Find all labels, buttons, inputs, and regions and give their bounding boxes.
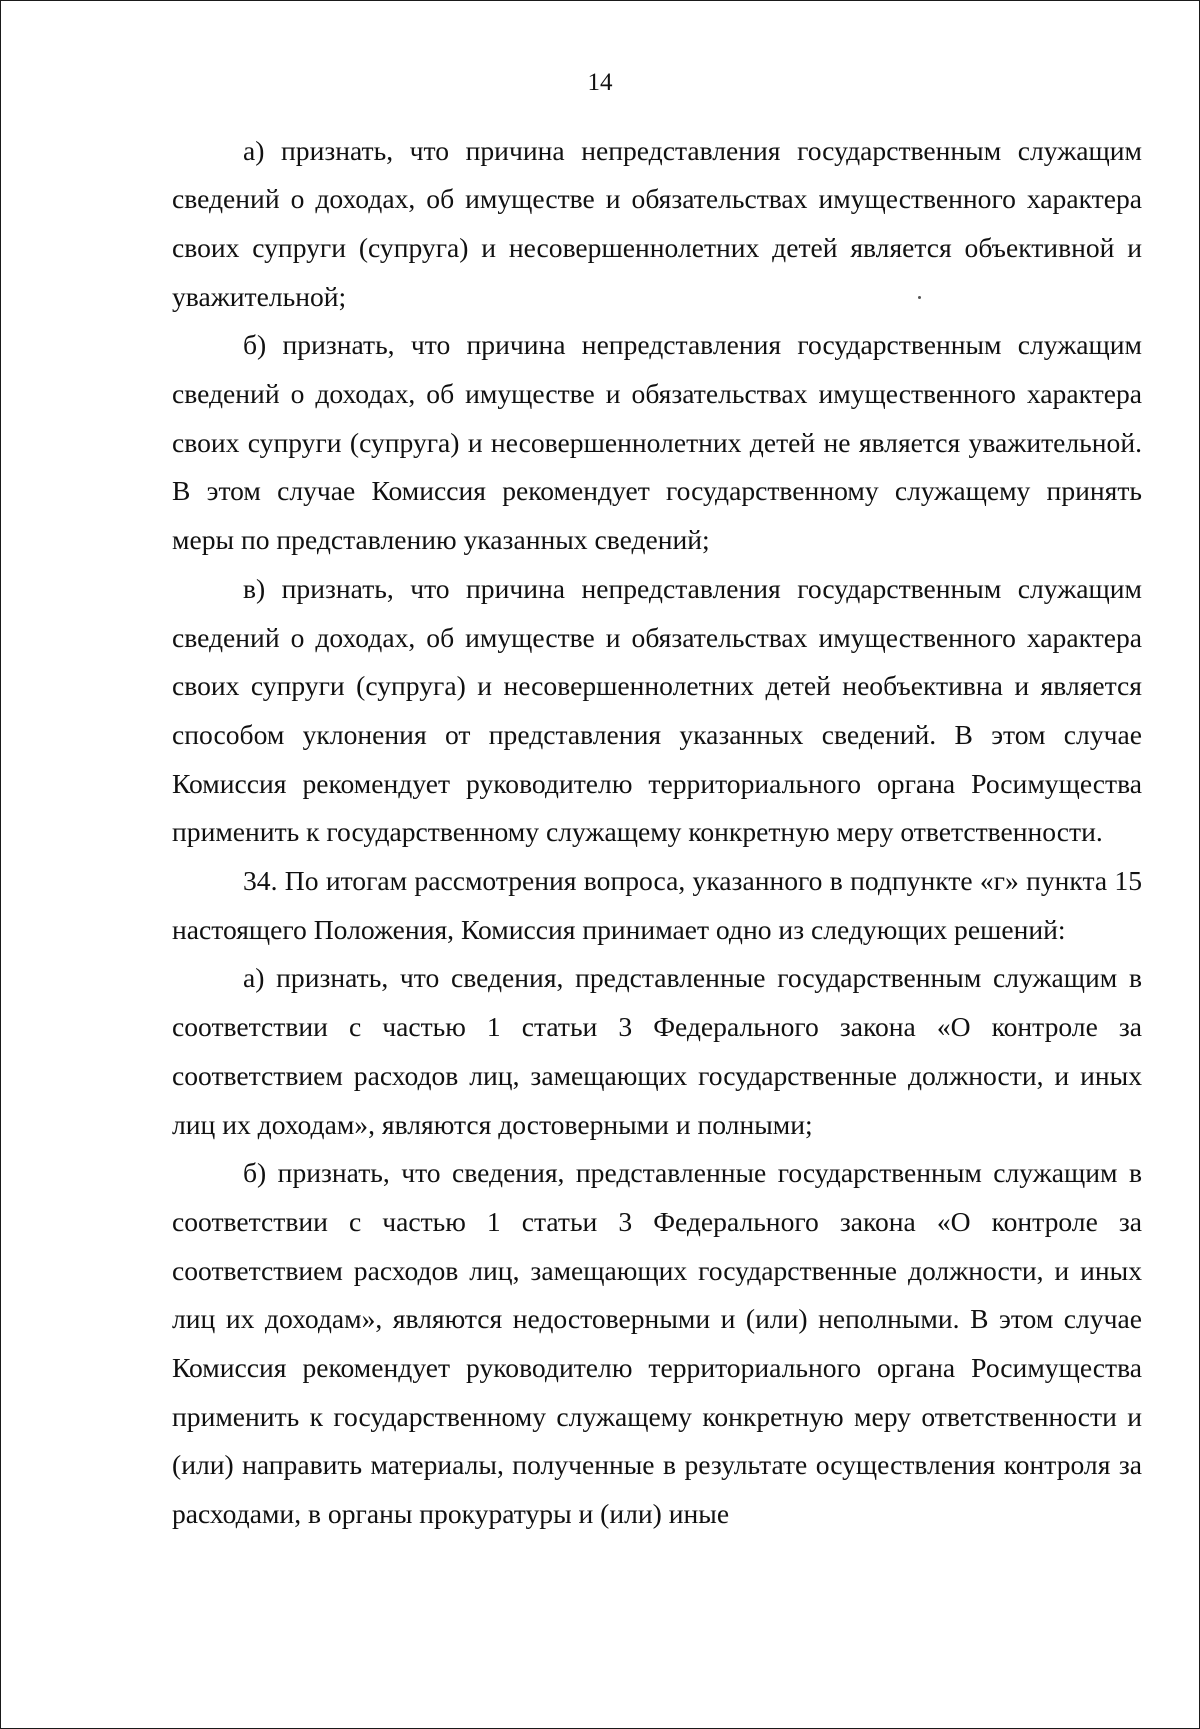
paragraph-33v: в) признать, что причина непредставления государственным служащим сведений о доходах, об имуществе и обязательствах имущественного характера своих супруги (супруга) и несовершеннолетних детей необъективна и является способом уклонения от представления указанных сведений. В этом случае Комиссия рекомендует руководителю территориального органа Росимущества применить к государственному служащему конкретную меру ответственности. <box>172 572 1142 848</box>
page-number: 14 <box>587 69 613 96</box>
paragraph-33b: б) признать, что причина непредставления государственным служащим сведений о доходах, об имуществе и обязательствах имущественного характера своих супруги (супруга) и несовершеннолетних детей не является уважительной. В этом случае Комиссия рекомендует государственному служащему принять меры по представлению указанных сведений; <box>172 329 1142 556</box>
scan-speck <box>918 296 921 299</box>
paragraph-34b: б) признать, что сведения, представленные государственным служащим в соответствии с частью 1 статьи 3 Федерального закона «О контроле за соответствием расходов лиц, замещающих государственные должности, и иных лиц их доходам», являются недостоверными и (или) неполными. В этом случае Комиссия рекомендует руководителю территориального органа Росимущества применить к государственному служащему конкретную меру ответственности и (или) направить материалы, полученные в результате осуществления контроля за расходами, в органы прокуратуры и (или) иные <box>172 1157 1142 1530</box>
paragraph-34: 34. По итогам рассмотрения вопроса, указанного в подпункте «г» пункта 15 настоящего Положения, Комиссия принимает одно из следующих решений: <box>172 865 1142 945</box>
paragraph-34a: а) признать, что сведения, представленные государственным служащим в соответствии с частью 1 статьи 3 Федерального закона «О контроле за соответствием расходов лиц, замещающих государственные должности, и иных лиц их доходам», являются достоверными и полными; <box>172 962 1142 1140</box>
document-body <box>172 127 1142 1539</box>
paragraph-33a: а) признать, что причина непредставления государственным служащим сведений о доходах, об имуществе и обязательствах имущественного характера своих супруги (супруга) и несовершеннолетних детей является объективной и уважительной; <box>172 134 1142 312</box>
